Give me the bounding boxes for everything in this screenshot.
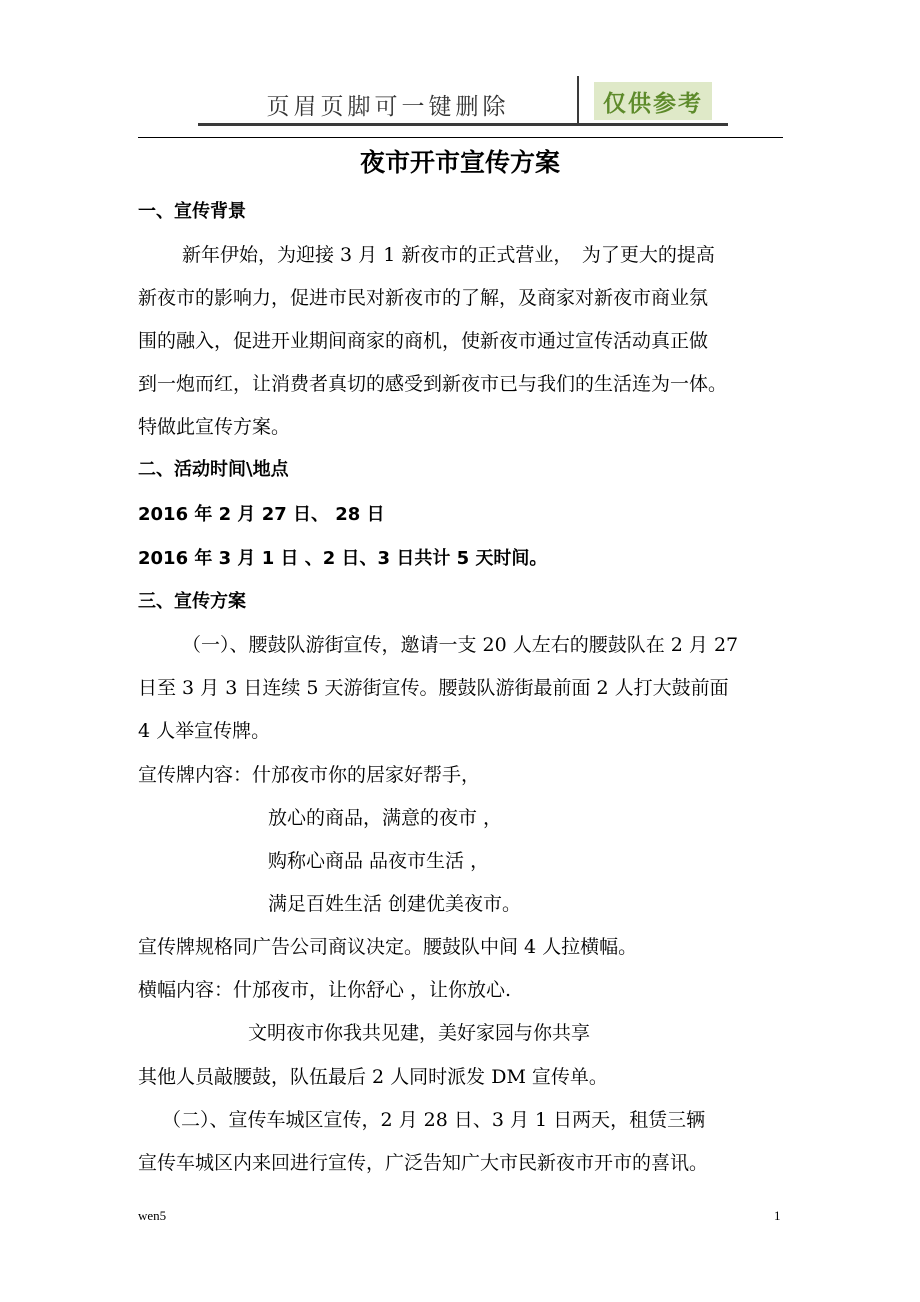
document-title: 夜市开市宣传方案: [359, 148, 560, 177]
paragraph-line: 到一炮而红，让消费者真切的感受到新夜市已与我们的生活连为一体。: [138, 373, 728, 395]
paragraph-line: 其他人员敲腰鼓，队伍最后 2 人同时派发 DM 宣传单。: [138, 1066, 608, 1088]
paragraph-line: 新年伊始，为迎接 3 月 1 新夜市的正式营业， 为了更大的提高: [182, 244, 715, 266]
event-date-line: 2016 年 2 月 27 日、 28 日: [138, 504, 385, 525]
footer-page-number: 1: [774, 1208, 781, 1223]
banner-content-line: 文明夜市你我共见建，美好家园与你共享: [248, 1022, 591, 1044]
paragraph-line: 宣传牌规格同广告公司商议决定。腰鼓队中间 4 人拉横幅。: [138, 936, 638, 958]
slogan-board-line: 满足百姓生活 创建优美夜市。: [268, 893, 522, 915]
paragraph-line: 特做此宣传方案。: [138, 416, 291, 438]
section-heading-plan: 三、宣传方案: [138, 591, 246, 612]
reference-only-badge: 仅供参考: [594, 82, 712, 120]
section-heading-background: 一、宣传背景: [138, 201, 246, 222]
slogan-board-line: 放心的商品，满意的夜市 ，: [268, 807, 503, 829]
header-underline: [198, 123, 728, 126]
banner-content-line: 横幅内容：什邡夜市，让你舒心 ，让你放心.: [138, 979, 512, 1001]
paragraph-line: （一）、腰鼓队游街宣传，邀请一支 20 人左右的腰鼓队在 2 月 27: [182, 634, 739, 656]
event-date-line: 2016 年 3 月 1 日 、2 日、3 日共计 5 天时间。: [138, 548, 548, 569]
paragraph-line: 4 人举宣传牌。: [138, 720, 271, 742]
paragraph-line: 围的融入，促进开业期间商家的商机，使新夜市通过宣传活动真正做: [138, 330, 709, 352]
header-rule: [138, 137, 783, 138]
header-divider: [577, 76, 579, 126]
paragraph-line: 日至 3 月 3 日连续 5 天游街宣传。腰鼓队游街最前面 2 人打大鼓前面: [138, 677, 729, 699]
paragraph-line: （二）、宣传车城区宣传，2 月 28 日、3 月 1 日两天，租赁三辆: [162, 1109, 706, 1131]
section-heading-time-place: 二、活动时间\地点: [138, 459, 289, 480]
slogan-board-line: 宣传牌内容：什邡夜市你的居家好帮手，: [138, 764, 481, 786]
paragraph-line: 新夜市的影响力，促进市民对新夜市的了解，及商家对新夜市商业氛: [138, 287, 709, 309]
slogan-board-line: 购称心商品 品夜市生活 ，: [268, 850, 490, 872]
footer-author: wen5: [138, 1208, 167, 1223]
header-delete-note: 页眉页脚可一键删除: [266, 93, 510, 120]
paragraph-line: 宣传车城区内来回进行宣传，广泛告知广大市民新夜市开市的喜讯。: [138, 1152, 709, 1174]
